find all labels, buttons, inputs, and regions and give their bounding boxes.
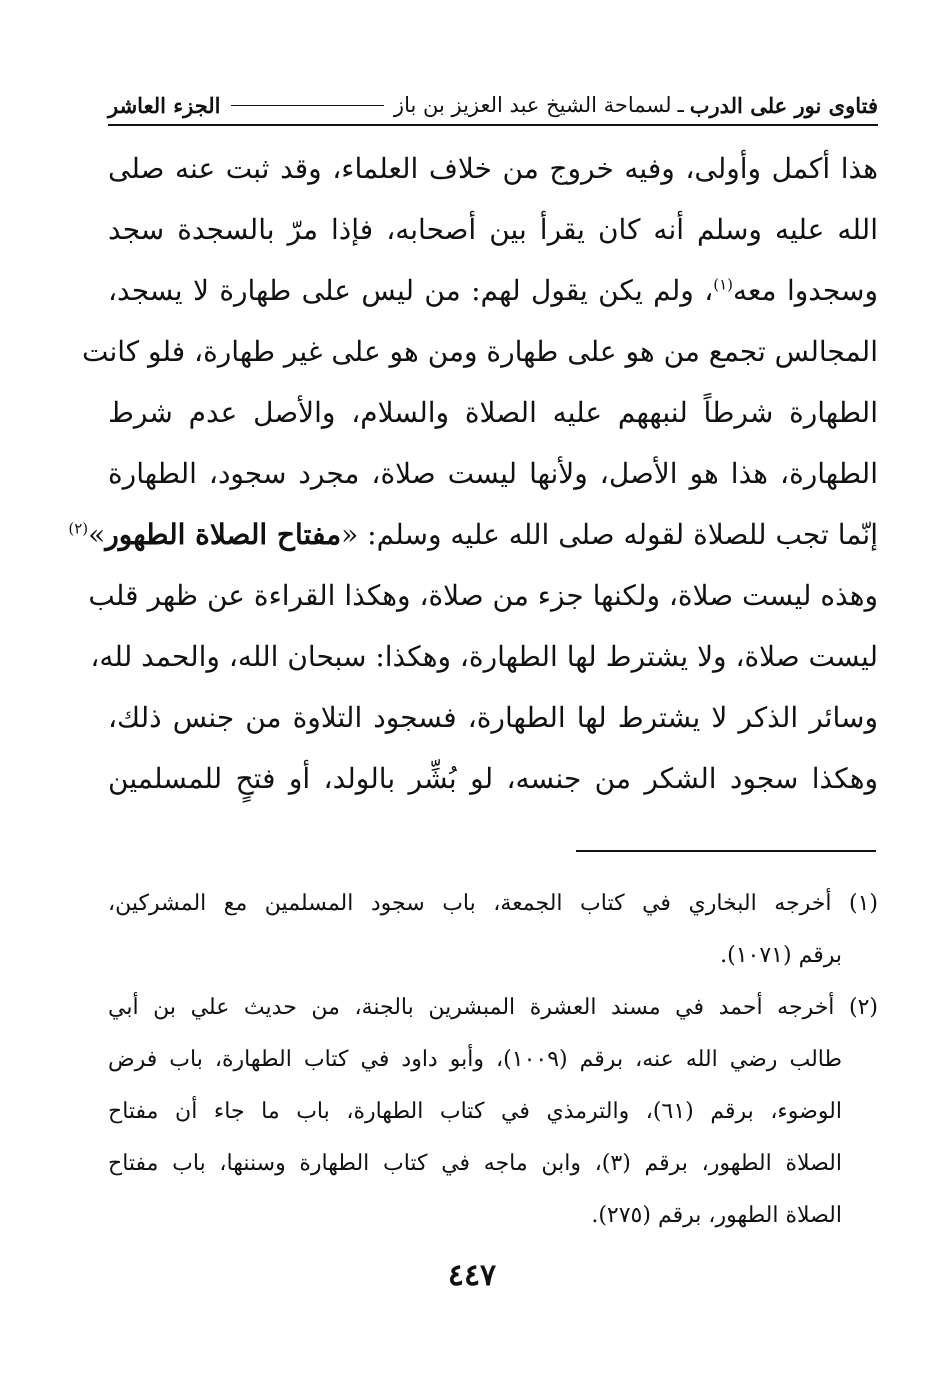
body-line bbox=[68, 504, 878, 565]
body-line-text: وهكذا سجود الشكر من جنسه، لو بُشِّر بالولد، أو فتحٍ للمسلمين bbox=[108, 762, 878, 795]
running-header bbox=[108, 86, 878, 126]
footnote-ref-1: (١) bbox=[713, 275, 734, 294]
body-line-text: وسائر الذكر لا يشترط لها الطهارة، فسجود التلاوة من جنس ذلك، bbox=[108, 701, 878, 734]
body-line-text: » bbox=[88, 518, 106, 551]
body-line bbox=[108, 199, 878, 260]
footnotes bbox=[108, 878, 878, 1242]
footnote-2-line: الصلاة الطهور، برقم (٢٧٥). bbox=[591, 1203, 842, 1228]
body-line bbox=[108, 260, 878, 321]
author-name: لسماحة الشيخ عبد العزيز بن باز bbox=[393, 93, 672, 117]
footnote-2-line: طالب رضي الله عنه، برقم (١٠٠٩)، وأبو داود في كتاب الطهارة، باب فرض bbox=[108, 1047, 842, 1072]
body-line-text: المجالس تجمع من هو على طهارة ومن هو على غير طهارة، فلو كانت bbox=[81, 335, 878, 368]
footnote-separator bbox=[576, 850, 876, 852]
footnote-ref-2: (٢) bbox=[68, 519, 89, 538]
body-line-text: وسجدوا معه bbox=[733, 274, 878, 307]
body-line-text: الطهارة، هذا هو الأصل، ولأنها ليست صلاة، مجرد سجود، الطهارة bbox=[108, 457, 878, 490]
header-rule bbox=[231, 105, 384, 106]
footnote-2-line: الصلاة الطهور، برقم (٣)، وابن ماجه في كتاب الطهارة وسننها، باب مفتاح bbox=[108, 1151, 842, 1176]
body-line bbox=[108, 687, 878, 748]
body-text bbox=[68, 138, 878, 809]
volume-part: الجزء العاشر bbox=[108, 92, 221, 118]
body-line bbox=[108, 138, 878, 199]
body-line bbox=[108, 443, 878, 504]
hadith-quote: مفتاح الصلاة الطهور bbox=[105, 518, 342, 551]
body-line-text: الله عليه وسلم أنه كان يقرأ بين أصحابه، فإذا مرّ بالسجدة سجد bbox=[108, 213, 878, 246]
body-line bbox=[90, 626, 878, 687]
footnote-1-line: (١) أخرجه البخاري في كتاب الجمعة، باب سجود المسلمين مع المشركين، bbox=[108, 891, 878, 916]
body-line bbox=[108, 748, 878, 809]
body-line-text: إنّما تجب للصلاة لقوله صلى الله عليه وسلم: « bbox=[341, 518, 878, 551]
body-line-text: وهذه ليست صلاة، ولكنها جزء من صلاة، وهكذا القراءة عن ظهر قلب bbox=[88, 579, 878, 612]
footnote-2-line: (٢) أخرجه أحمد في مسند العشرة المبشرين بالجنة، من حديث علي بن أبي bbox=[108, 995, 878, 1020]
header-dash: ـ bbox=[677, 93, 684, 117]
body-line bbox=[88, 565, 878, 626]
footnote-2-line: الوضوء، برقم (٦١)، والترمذي في كتاب الطهارة، باب ما جاء أن مفتاح bbox=[108, 1099, 842, 1124]
body-line-text: الطهارة شرطاً لنبههم عليه الصلاة والسلام، والأصل عدم شرط bbox=[108, 396, 878, 429]
book-title: فتاوى نور على الدرب bbox=[689, 92, 878, 118]
page-number: ٤٤٧ bbox=[447, 1258, 497, 1293]
footnote-1-line: برقم (١٠٧١). bbox=[720, 943, 842, 968]
body-line-text: ، ولم يكن يقول لهم: من ليس على طهارة لا يسجد، bbox=[108, 274, 714, 307]
body-line bbox=[81, 321, 878, 382]
body-line-text: هذا أكمل وأولى، وفيه خروج من خلاف العلماء، وقد ثبت عنه صلى bbox=[108, 152, 878, 185]
body-line-text: ليست صلاة، ولا يشترط لها الطهارة، وهكذا: سبحان الله، والحمد لله، bbox=[90, 640, 878, 673]
body-line bbox=[108, 382, 878, 443]
